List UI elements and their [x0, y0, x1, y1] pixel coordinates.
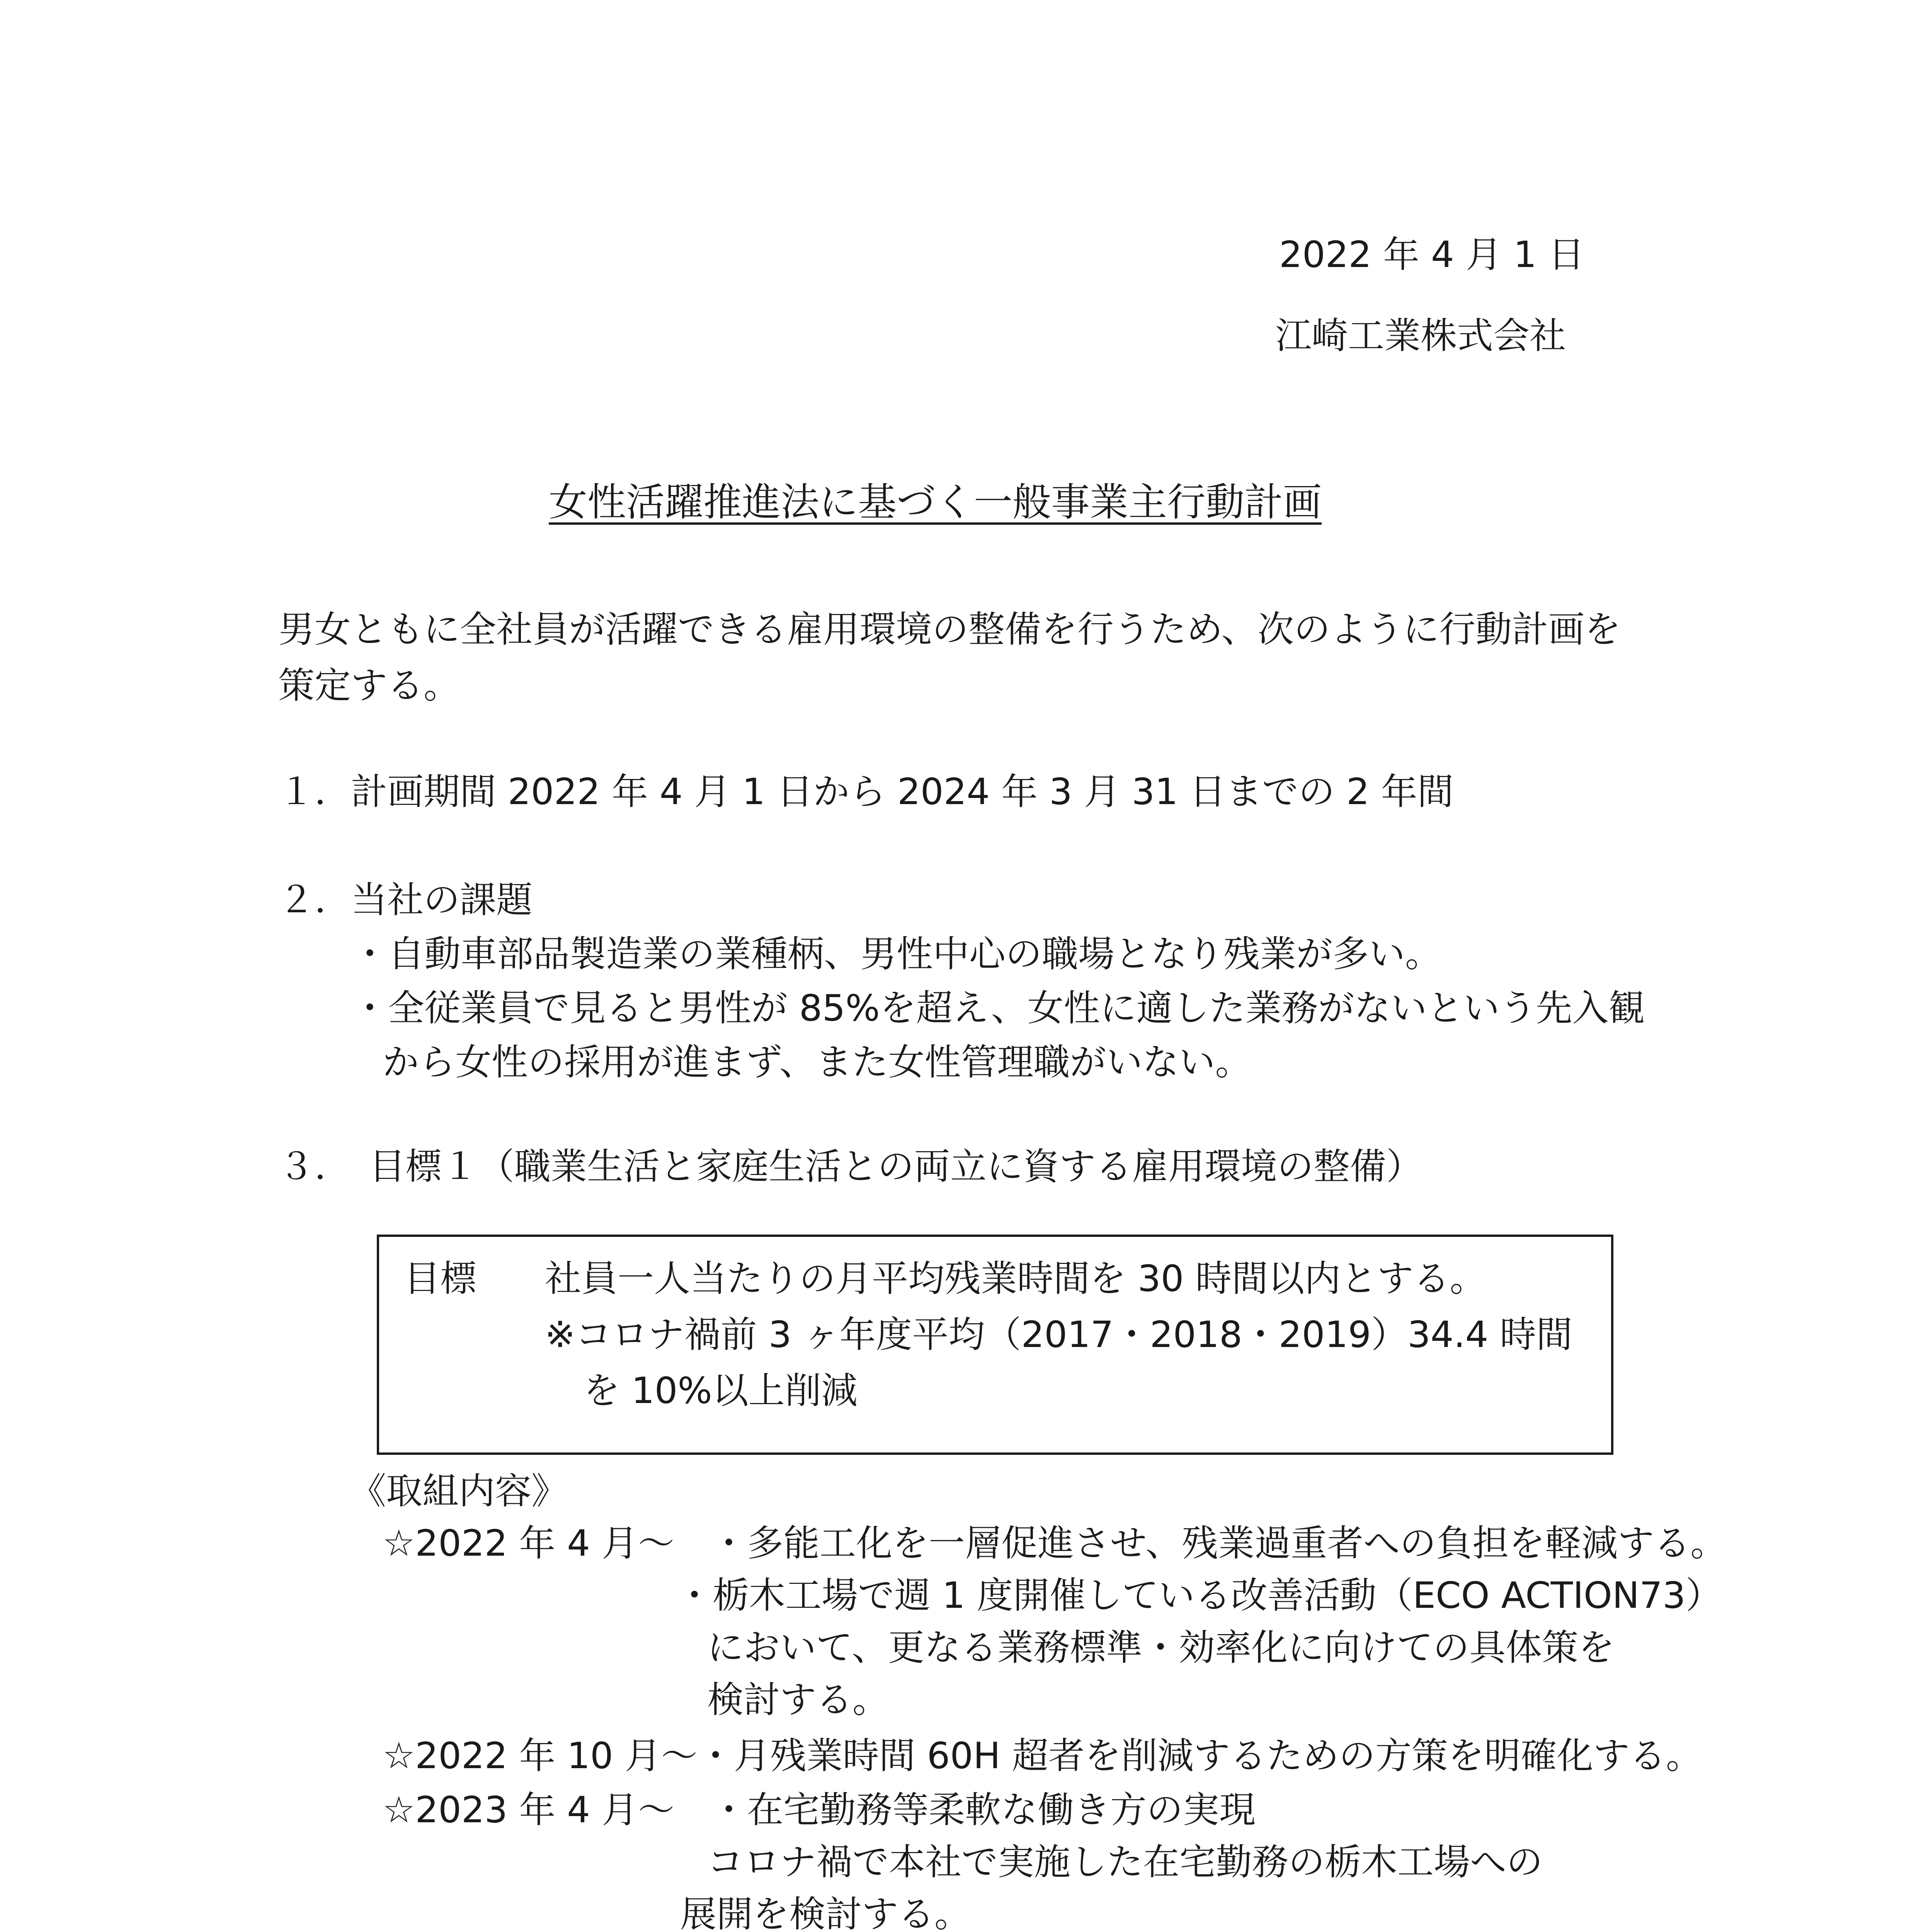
document-title: 女性活躍推進法に基づく一般事業主行動計画: [549, 480, 1322, 525]
action-line-4: 検討する。: [707, 1679, 889, 1721]
goal1-line-3: を 10%以上削減: [584, 1370, 858, 1412]
goal1-label: 目標: [404, 1258, 477, 1300]
plan-period: １．計画期間 2022 年 4 月 1 日から 2024 年 3 月 31 日までの 2 年間: [278, 771, 1454, 813]
action-line-2: ・栃木工場で週 1 度開催している改善活動（ECO ACTION73）: [676, 1575, 1722, 1617]
action-line-6: ☆2023 年 4 月～ ・在宅勤務等柔軟な働き方の実現: [383, 1789, 1256, 1831]
goal1-line-1: 社員一人当たりの月平均残業時間を 30 時間以内とする。: [545, 1258, 1486, 1300]
document-date: 2022 年 4 月 1 日: [1279, 234, 1585, 276]
issue-line-2: ・全従業員で見ると男性が 85%を超え、女性に適した業務がないという先入観: [352, 987, 1645, 1029]
company-name: 江崎工業株式会社: [1275, 315, 1566, 357]
actions-heading: 《取組内容》: [350, 1470, 568, 1512]
intro-line-1: 男女ともに全社員が活躍できる雇用環境の整備を行うため、次のように行動計画を: [278, 609, 1621, 651]
action-line-7: コロナ禍で本社で実施した在宅勤務の栃木工場への: [707, 1841, 1543, 1883]
goal1-line-2: ※コロナ禍前 3 ヶ年度平均（2017・2018・2019）34.4 時間: [545, 1314, 1573, 1356]
issues-heading: ２．当社の課題: [278, 879, 533, 921]
action-line-8: 展開を検討する。: [680, 1893, 971, 1932]
action-line-3: において、更なる業務標準・効率化に向けての具体策を: [707, 1627, 1615, 1669]
action-line-5: ☆2022 年 10 月～・月残業時間 60H 超者を削減するための方策を明確化する。: [383, 1735, 1702, 1777]
action-line-1: ☆2022 年 4 月～ ・多能工化を一層促進させ、残業過重者への負担を軽減する。: [383, 1522, 1727, 1565]
goal1-heading: ３． 目標１（職業生活と家庭生活との両立に資する雇用環境の整備）: [278, 1146, 1423, 1188]
intro-line-2: 策定する。: [278, 665, 460, 707]
issue-line-3: から女性の採用が進まず、また女性管理職がいない。: [383, 1041, 1252, 1083]
issue-line-1: ・自動車部品製造業の業種柄、男性中心の職場となり残業が多い。: [352, 933, 1442, 975]
